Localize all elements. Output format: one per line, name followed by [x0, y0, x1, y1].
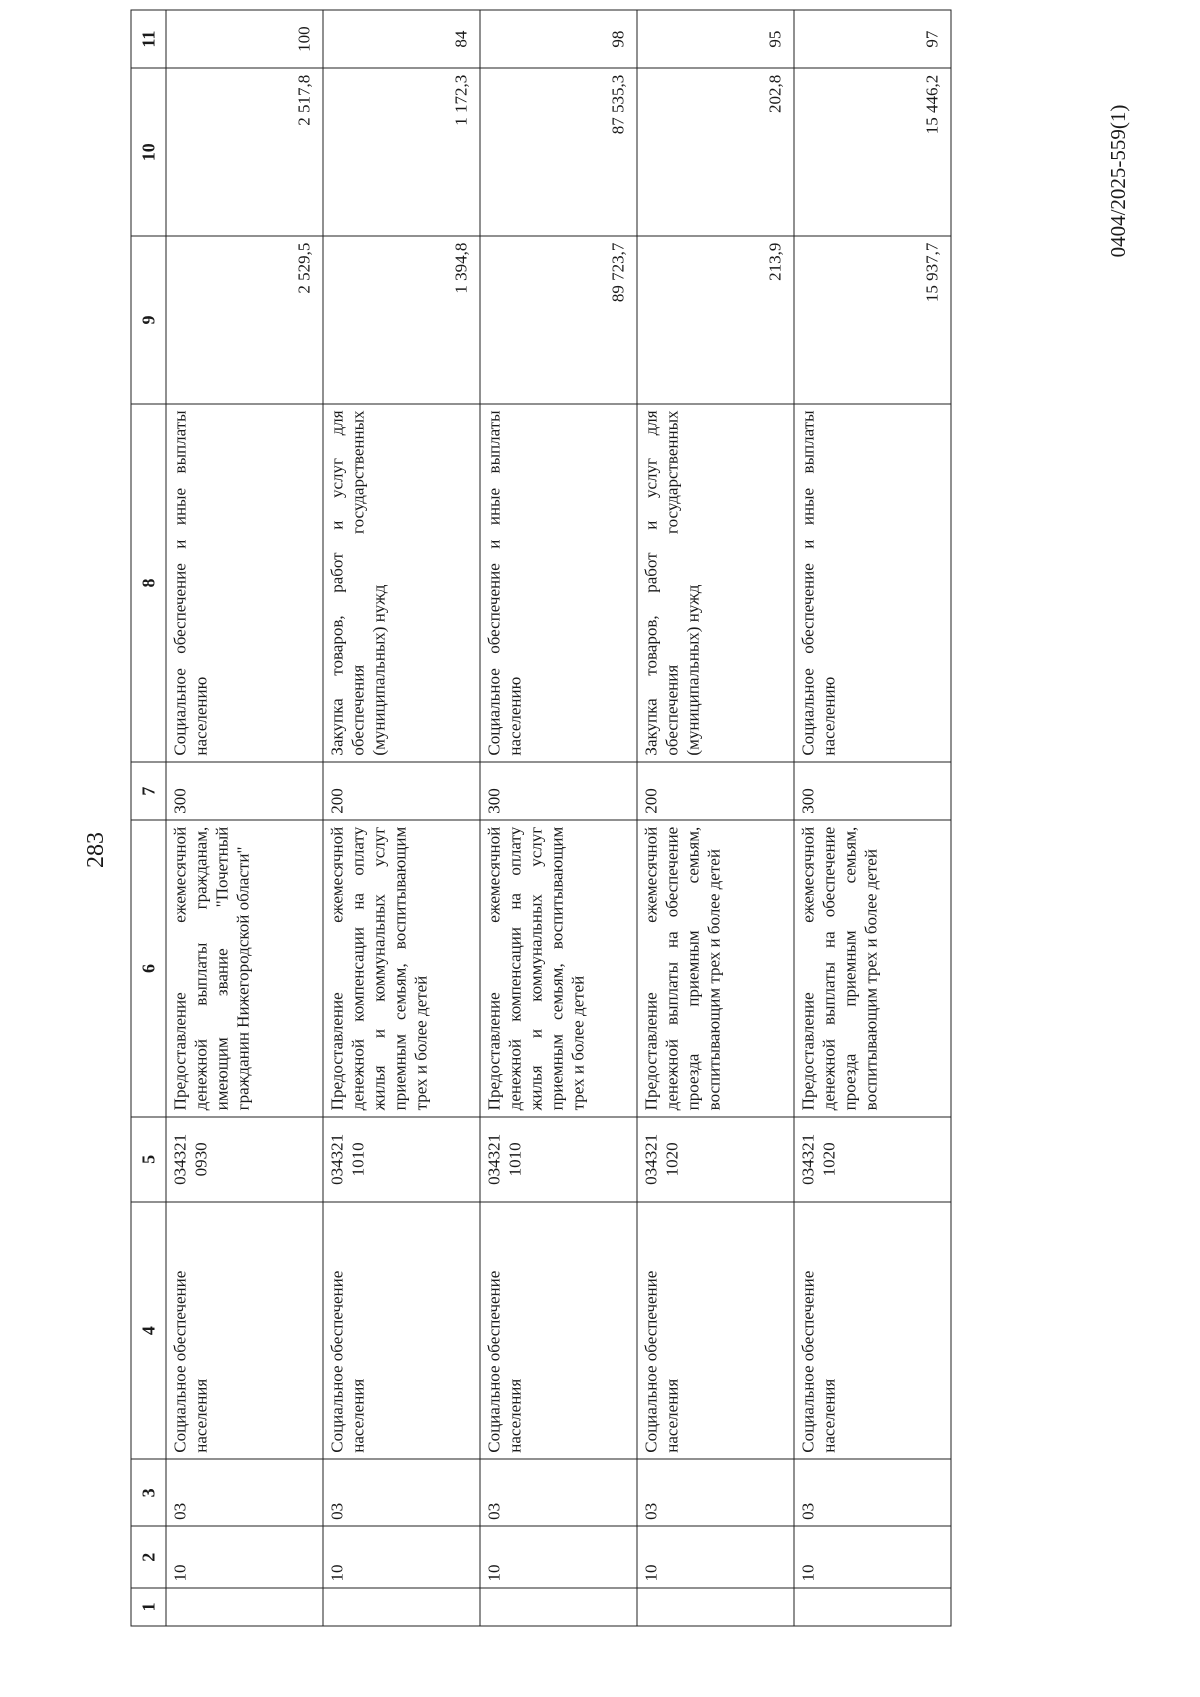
cell-expense-type: 300 — [166, 762, 323, 820]
cell-subsection: 03 — [323, 1459, 480, 1526]
cell-subsection: 03 — [166, 1459, 323, 1526]
header-col-5: 5 — [131, 1117, 166, 1202]
cell-subsection-name: Социальное обеспечение населения — [323, 1202, 480, 1459]
cell-section: 10 — [323, 1526, 480, 1588]
cell-expense-name: Закупка товаров, работ и услуг для обеспечения государственных (муниципальных) нужд — [323, 404, 480, 762]
cell-subsection-name: Социальное обеспечение населения — [637, 1202, 794, 1459]
cell-planned-amount: 89 723,7 — [480, 236, 637, 404]
budget-table-container — [131, 10, 951, 1627]
cell-target-name: Предоставление ежемесячной денежной выплаты гражданам, имеющим звание "Почетный гражданин Нижегородской области" — [166, 820, 323, 1117]
header-col-2: 2 — [131, 1526, 166, 1588]
cell-number — [166, 1588, 323, 1626]
table-row — [480, 10, 637, 1626]
cell-actual-amount: 87 535,3 — [480, 68, 637, 236]
header-col-1: 1 — [131, 1588, 166, 1626]
cell-expense-name: Социальное обеспечение и иные выплаты населению — [166, 404, 323, 762]
cell-target-code: 034321 1010 — [323, 1117, 480, 1202]
cell-target-code: 034321 1010 — [480, 1117, 637, 1202]
cell-expense-name: Закупка товаров, работ и услуг для обеспечения государственных (муниципальных) нужд — [637, 404, 794, 762]
header-col-7: 7 — [131, 762, 166, 820]
budget-table — [131, 10, 952, 1627]
cell-planned-amount: 1 394,8 — [323, 236, 480, 404]
cell-planned-amount: 2 529,5 — [166, 236, 323, 404]
cell-actual-amount: 15 446,2 — [794, 68, 951, 236]
cell-target-name: Предоставление ежемесячной денежной выплаты на обеспечение проезда приемным семьям, воспитывающим трех и более детей — [637, 820, 794, 1117]
table-row — [794, 10, 951, 1626]
cell-expense-type: 200 — [637, 762, 794, 820]
cell-target-code: 034321 1020 — [637, 1117, 794, 1202]
cell-planned-amount: 15 937,7 — [794, 236, 951, 404]
cell-target-code: 034321 0930 — [166, 1117, 323, 1202]
cell-percent: 98 — [480, 10, 637, 68]
cell-actual-amount: 2 517,8 — [166, 68, 323, 236]
cell-number — [480, 1588, 637, 1626]
header-col-8: 8 — [131, 404, 166, 762]
cell-expense-type: 200 — [323, 762, 480, 820]
header-col-6: 6 — [131, 820, 166, 1117]
cell-actual-amount: 202,8 — [637, 68, 794, 236]
cell-subsection-name: Социальное обеспечение населения — [480, 1202, 637, 1459]
cell-percent: 100 — [166, 10, 323, 68]
header-col-3: 3 — [131, 1459, 166, 1526]
page-number: 283 — [83, 832, 109, 868]
header-col-9: 9 — [131, 236, 166, 404]
cell-number — [794, 1588, 951, 1626]
header-col-4: 4 — [131, 1202, 166, 1459]
cell-subsection-name: Социальное обеспечение населения — [166, 1202, 323, 1459]
cell-target-code: 034321 1020 — [794, 1117, 951, 1202]
cell-percent: 84 — [323, 10, 480, 68]
cell-subsection: 03 — [637, 1459, 794, 1526]
cell-number — [637, 1588, 794, 1626]
table-row — [323, 10, 480, 1626]
cell-expense-name: Социальное обеспечение и иные выплаты населению — [480, 404, 637, 762]
header-col-10: 10 — [131, 68, 166, 236]
cell-target-name: Предоставление ежемесячной денежной компенсации на оплату жилья и коммунальных услуг приемным семьям, воспитывающим трех и более детей — [480, 820, 637, 1117]
cell-expense-name: Социальное обеспечение и иные выплаты населению — [794, 404, 951, 762]
cell-subsection: 03 — [794, 1459, 951, 1526]
cell-actual-amount: 1 172,3 — [323, 68, 480, 236]
cell-section: 10 — [794, 1526, 951, 1588]
table-row — [166, 10, 323, 1626]
cell-section: 10 — [166, 1526, 323, 1588]
cell-number — [323, 1588, 480, 1626]
cell-subsection-name: Социальное обеспечение населения — [794, 1202, 951, 1459]
cell-target-name: Предоставление ежемесячной денежной выплаты на обеспечение проезда приемным семьям, воспитывающим трех и более детей — [794, 820, 951, 1117]
cell-expense-type: 300 — [480, 762, 637, 820]
cell-subsection: 03 — [480, 1459, 637, 1526]
table-row — [637, 10, 794, 1626]
cell-percent: 97 — [794, 10, 951, 68]
document-code: 0404/2025-559(1) — [1106, 104, 1130, 258]
cell-target-name: Предоставление ежемесячной денежной компенсации на оплату жилья и коммунальных услуг приемным семьям, воспитывающим трех и более детей — [323, 820, 480, 1117]
table-header-row — [131, 10, 166, 1626]
cell-percent: 95 — [637, 10, 794, 68]
header-col-11: 11 — [131, 10, 166, 68]
cell-section: 10 — [637, 1526, 794, 1588]
cell-planned-amount: 213,9 — [637, 236, 794, 404]
cell-expense-type: 300 — [794, 762, 951, 820]
cell-section: 10 — [480, 1526, 637, 1588]
